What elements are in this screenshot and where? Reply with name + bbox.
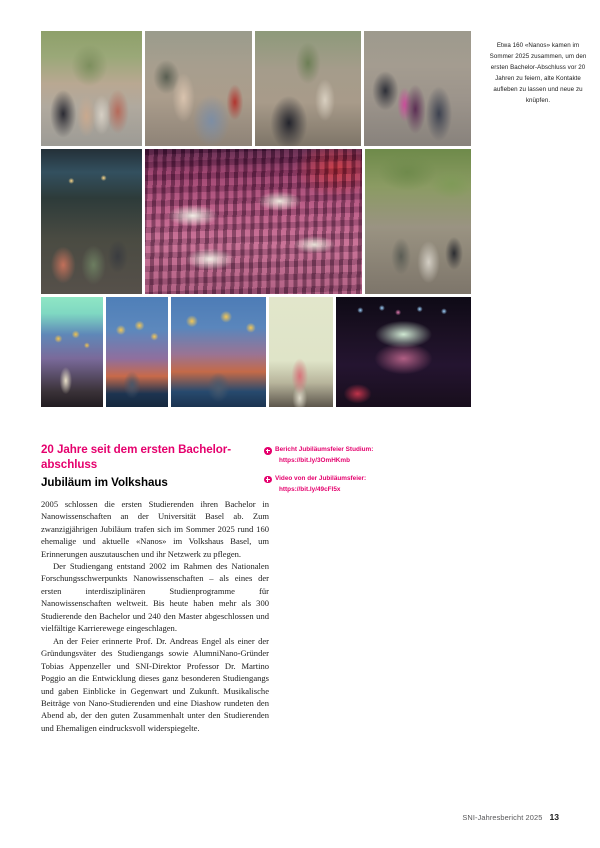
article-paragraph: Der Studiengang entstand 2002 im Rahmen des Nationalen Forschungsschwerpunkts Nanowissenschaften – als eines der ersten interdisziplinären Studienprogramme für Nanowissenschaften weltweit. Bis heute haben mehr als 300 Studierende den Bachelor und 240 den Master abgeschlossen und vielfältige Karrierewege eingeschlagen. bbox=[41, 560, 269, 634]
page-number: 13 bbox=[549, 812, 559, 822]
link-url[interactable]: https://bit.ly/49cFl5x bbox=[279, 485, 341, 493]
link-texts bbox=[275, 475, 444, 495]
headline-kicker: 20 Jahre seit dem ersten Bachelor-abschluss bbox=[41, 443, 232, 471]
plus-circle-icon bbox=[264, 476, 272, 484]
photo-row-bottom bbox=[41, 297, 471, 407]
photo-row-middle bbox=[41, 149, 471, 294]
page-footer bbox=[462, 812, 559, 822]
link-item-video[interactable] bbox=[264, 475, 444, 495]
photo-guests-courtyard bbox=[364, 31, 471, 146]
link-title: Video von der Jubiläumsfeier: bbox=[275, 474, 367, 482]
photo-stage-wide-presentation bbox=[336, 297, 471, 407]
photo-speaker-podium bbox=[269, 297, 333, 407]
link-url[interactable]: https://bit.ly/3OmHKmb bbox=[279, 457, 351, 465]
photo-guests-under-tree bbox=[365, 149, 471, 294]
page-title: Jubiläum im Volkshaus bbox=[41, 475, 168, 489]
photo-caption: Etwa 160 «Nanos» kamen im Sommer 2025 zusammen, um den ersten Bachelor-Abschluss vor 20 Jahren zu feiern, alte Kontakte aufleben zu lassen und neue zu knüpfen. bbox=[489, 42, 587, 105]
photo-guests-conversation bbox=[255, 31, 361, 146]
link-item-report[interactable] bbox=[264, 446, 444, 466]
article-paragraph: 2005 schlossen die ersten Studierenden ihren Bachelor in Nanowissenschaften an der Universität Basel ab. Zum zwanzigjährigen Jubiläum trafen sich im Sommer 2025 rund 160 ehemalige und aktuelle «Nanos» im Volkshaus Basel, um Erinnerungen auszutauschen und ihr Netzwerk zu pflegen. bbox=[41, 498, 269, 559]
article-paragraph: An der Feier erinnerte Prof. Dr. Andreas Engel als einer der Gründungsväter des Studiengangs sowie AlumniNano-Gründer Tobias Appenzeller und SNI-Direktor Professor Dr. Martino Poggio an die Entwicklung dieses ganz besonderen Studiengangs und gaben Einblicke in Gegenwart und Zukunft. Musikalische Beiträge von Nano-Studierenden und eine Diashow rundeten den Abend ab, der den guten Zusammenhalt unter den Studierenden und Ehemaligen eindrucksvoll widerspiegelte. bbox=[41, 635, 269, 733]
link-texts bbox=[275, 446, 444, 466]
related-links bbox=[264, 446, 444, 504]
photo-speaker-stage-1 bbox=[41, 297, 103, 407]
footer-label: SNI-Jahresbericht 2025 bbox=[462, 813, 543, 822]
article-body bbox=[41, 498, 269, 735]
photo-garden-entrance bbox=[41, 31, 142, 146]
article bbox=[41, 443, 269, 734]
plus-circle-icon bbox=[264, 447, 272, 455]
photo-row-top bbox=[41, 31, 471, 146]
photo-guests-standing-tables bbox=[145, 31, 252, 146]
photo-crowd-overview-hall bbox=[145, 149, 362, 294]
link-title: Bericht Jubiläumsfeier Studium: bbox=[275, 446, 374, 453]
photo-pergola-evening bbox=[41, 149, 142, 294]
photo-speaker-stage-3 bbox=[171, 297, 266, 407]
photo-speaker-stage-2 bbox=[106, 297, 168, 407]
photo-grid bbox=[41, 31, 471, 410]
